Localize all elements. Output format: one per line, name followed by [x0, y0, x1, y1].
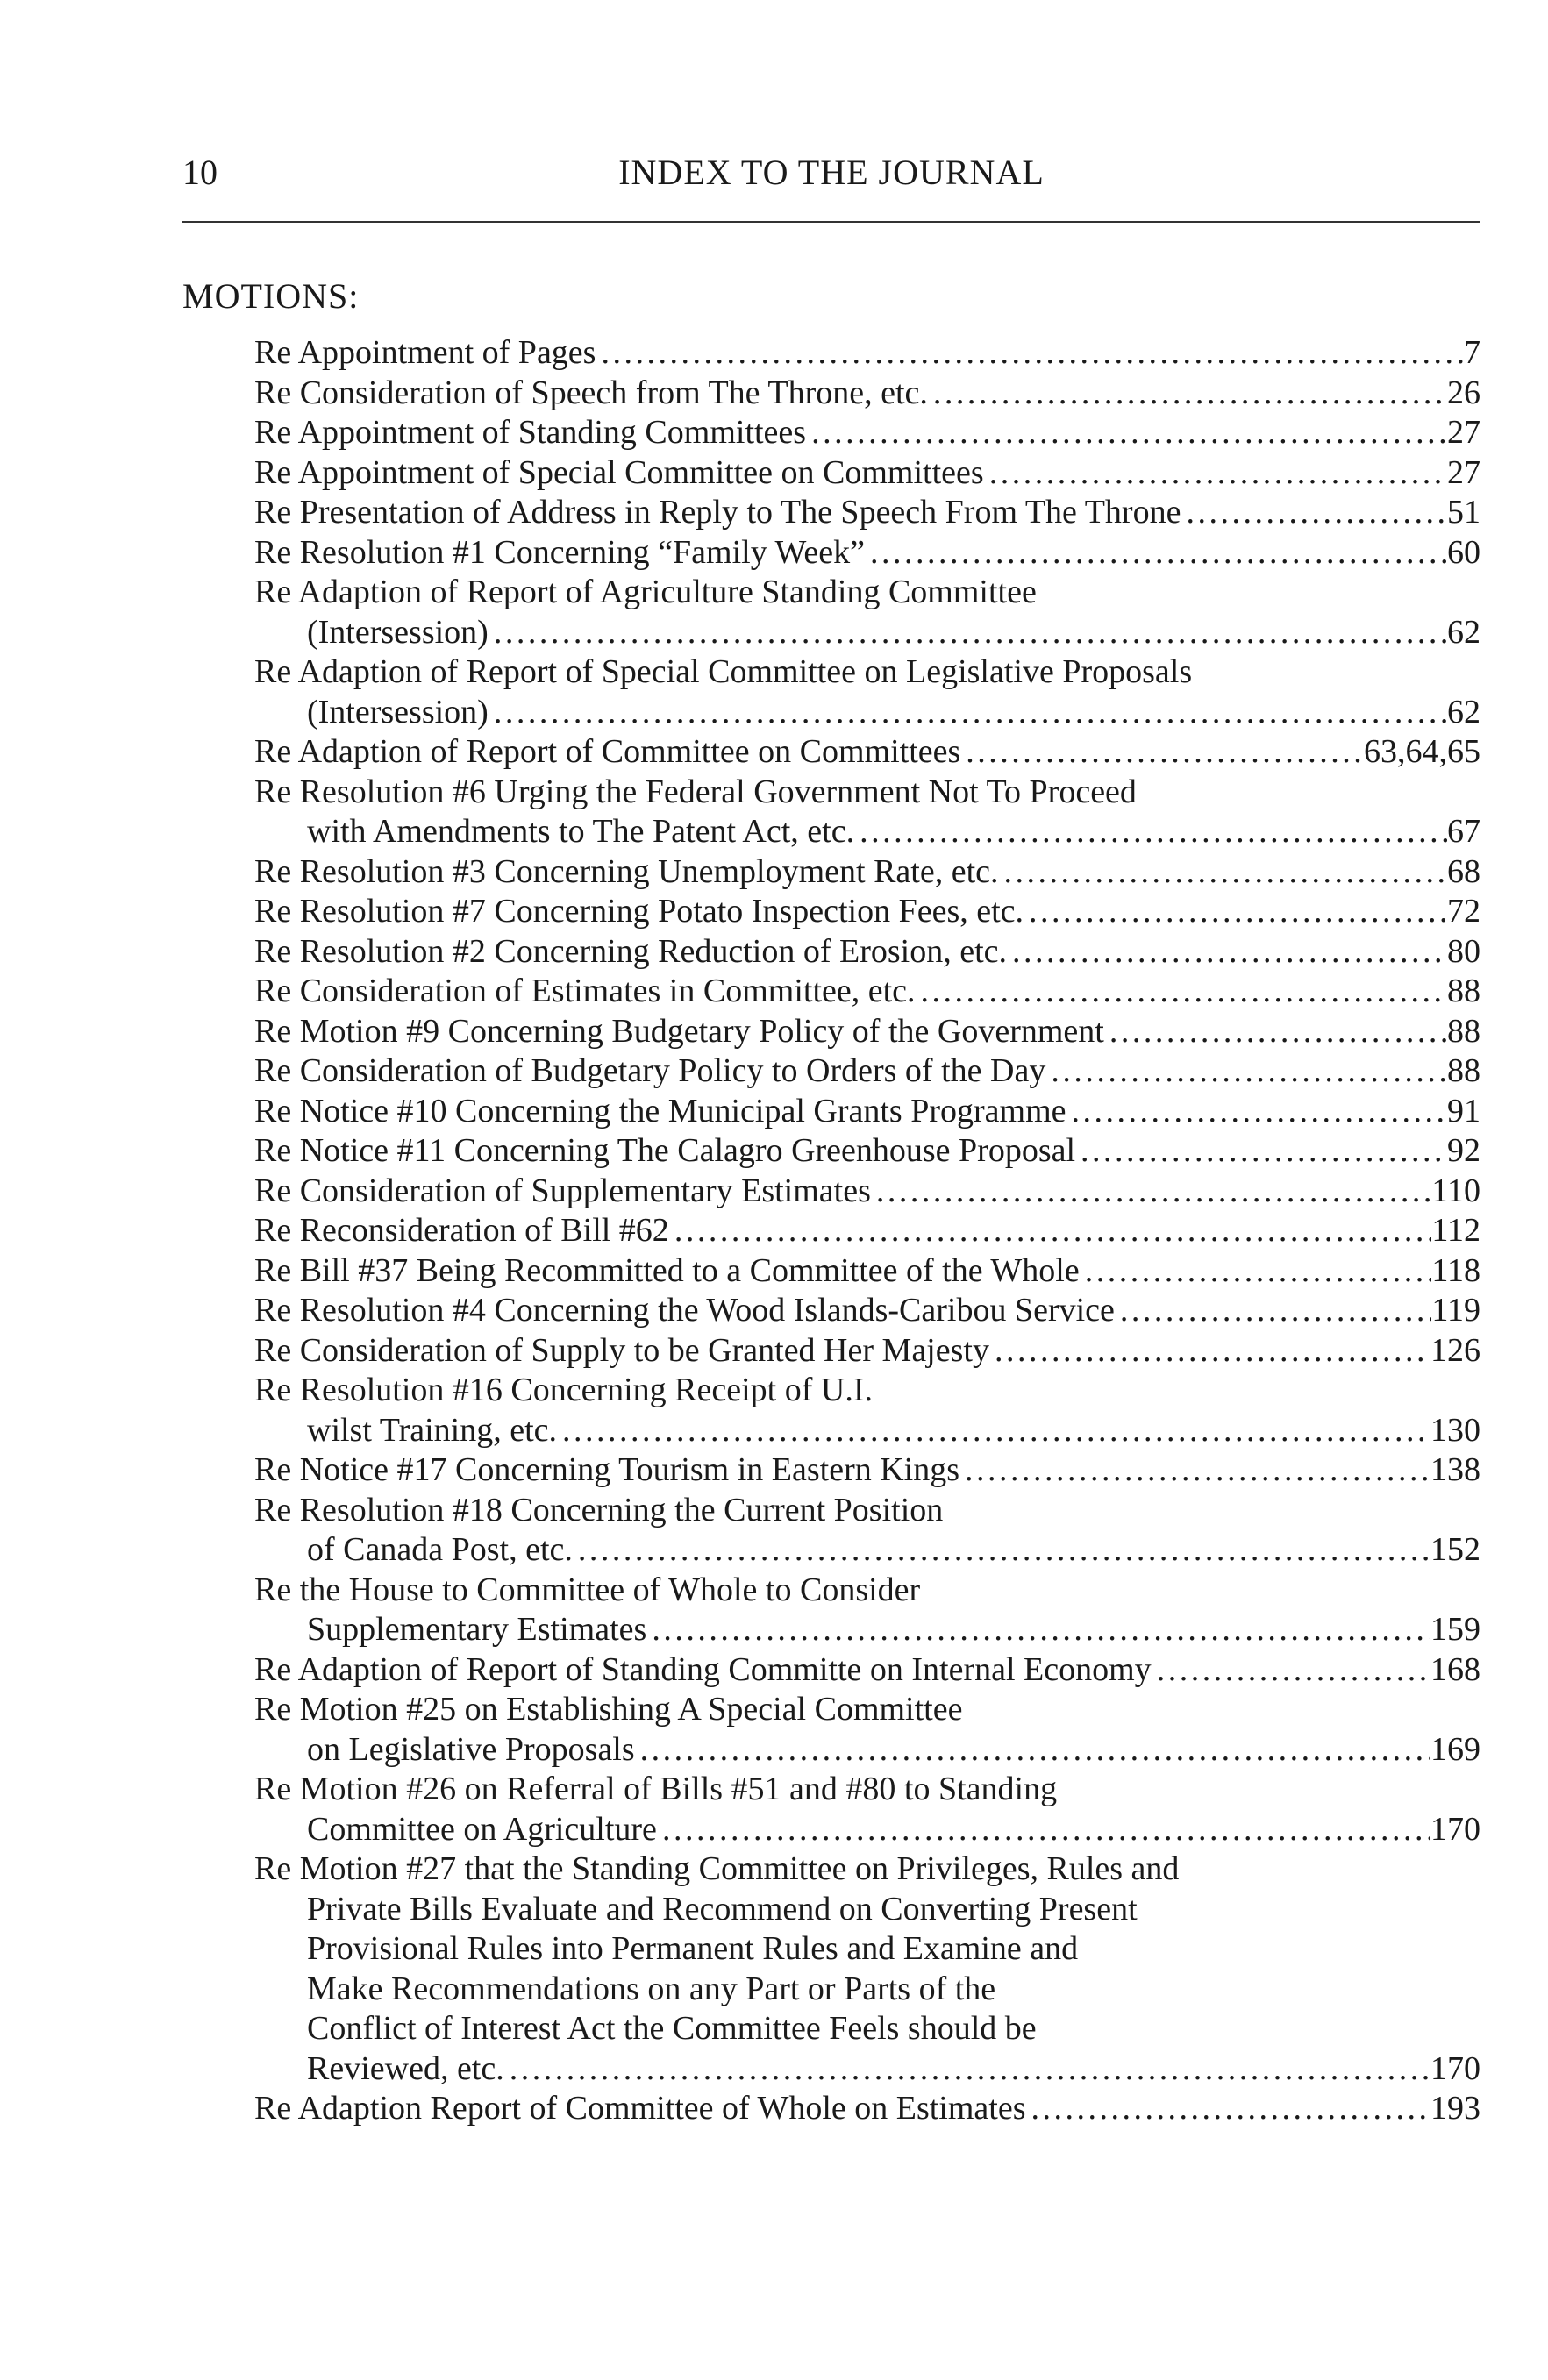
index-entry — [254, 333, 1480, 374]
entry-line: Re Motion #25 on Establishing A Special Committee — [254, 1691, 963, 1728]
entry-text: Committee on Agriculture — [307, 1810, 657, 1848]
dot-leader — [1075, 1131, 1447, 1172]
page-reference: 168 — [1430, 1650, 1480, 1688]
entry-line: Provisional Rules into Permanent Rules and Examine and — [307, 1930, 1079, 1967]
entry-line: Re Motion #27 that the Standing Committee on Privileges, Rules and — [254, 1850, 1180, 1887]
page-reference: 62 — [1447, 693, 1480, 730]
entry-final-line — [254, 1650, 1480, 1691]
page-reference: 68 — [1447, 852, 1480, 890]
index-entry — [254, 2089, 1480, 2129]
entry-text: Re Consideration of Estimates in Committee, etc. — [254, 973, 916, 1009]
page-reference: 126 — [1430, 1331, 1480, 1369]
entry-text: Re Resolution #4 Concerning the Wood Islands-Caribou Service — [254, 1292, 1115, 1329]
dot-leader — [657, 1810, 1430, 1850]
entry-final-line — [254, 2089, 1480, 2129]
entry-text: wilst Training, etc. — [307, 1411, 558, 1449]
entry-text: Re Adaption Report of Committee of Whole on Estimates — [254, 2090, 1026, 2127]
dot-leader — [984, 453, 1447, 494]
dot-leader — [1104, 1012, 1447, 1052]
dot-leader — [646, 1610, 1430, 1650]
page-reference: 88 — [1447, 973, 1480, 1009]
entry-text: Re Resolution #1 Concerning “Family Week” — [254, 533, 865, 571]
page-reference: 130 — [1430, 1411, 1480, 1449]
entry-final-line — [254, 693, 1480, 733]
entry-text: Re Adaption of Report of Standing Committe on Internal Economy — [254, 1650, 1152, 1688]
entry-text: (Intersession) — [307, 613, 489, 651]
page-reference: 118 — [1431, 1251, 1480, 1289]
dot-leader — [1026, 2089, 1431, 2129]
index-entry — [254, 573, 1480, 652]
entry-text: Re Appointment of Pages — [254, 334, 596, 371]
index-entry — [254, 1571, 1480, 1650]
index-entry — [254, 493, 1480, 533]
entry-final-line — [254, 374, 1480, 414]
entry-line: Conflict of Interest Act the Committee Feels should be — [307, 2010, 1037, 2047]
entry-line: Re the House to Committee of Whole to Consider — [254, 1571, 921, 1608]
index-entry — [254, 1131, 1480, 1172]
entry-line: Make Recommendations on any Part or Parts of the — [307, 1970, 996, 2007]
entry-line: Re Resolution #16 Concerning Receipt of U.I. — [254, 1372, 873, 1408]
dot-leader — [1152, 1650, 1430, 1691]
dot-leader — [928, 374, 1447, 414]
page-reference: 92 — [1447, 1132, 1480, 1169]
dot-leader — [854, 812, 1447, 852]
entry-final-line — [254, 892, 1480, 932]
page-reference: 112 — [1431, 1212, 1480, 1249]
page-reference: 159 — [1430, 1611, 1480, 1648]
entry-text: Re Consideration of Supply to be Granted Her Majesty — [254, 1331, 989, 1369]
index-entry — [254, 1650, 1480, 1691]
entry-final-line — [254, 1012, 1480, 1052]
entry-final-line — [254, 413, 1480, 453]
section-heading: MOTIONS: — [182, 276, 360, 316]
header-rule — [182, 221, 1480, 223]
page-reference: 110 — [1431, 1172, 1480, 1209]
page-reference: 80 — [1447, 932, 1480, 970]
dot-leader — [489, 613, 1447, 653]
page-reference: 193 — [1430, 2090, 1480, 2127]
entry-line: Re Adaption of Report of Agriculture Standing Committee — [254, 574, 1037, 610]
entry-final-line — [254, 1172, 1480, 1212]
index-entry — [254, 1491, 1480, 1571]
index-entry — [254, 374, 1480, 414]
entry-final-line — [254, 972, 1480, 1012]
index-entry — [254, 1371, 1480, 1450]
dot-leader — [635, 1730, 1430, 1771]
entry-final-line — [254, 1291, 1480, 1331]
page-header — [182, 151, 1480, 195]
index-entry — [254, 1450, 1480, 1491]
entry-line: Re Motion #26 on Referral of Bills #51 and #80 to Standing — [254, 1771, 1058, 1807]
entry-text: Supplementary Estimates — [307, 1611, 647, 1648]
page-reference: 138 — [1430, 1451, 1480, 1488]
page-reference: 88 — [1447, 1012, 1480, 1050]
entry-text: Re Notice #17 Concerning Tourism in Eastern Kings — [254, 1451, 960, 1488]
index-entry — [254, 1291, 1480, 1331]
entry-text: Re Consideration of Budgetary Policy to Orders of the Day — [254, 1052, 1046, 1089]
index-entry — [254, 1051, 1480, 1092]
page-reference: 27 — [1447, 414, 1480, 451]
dot-leader — [806, 413, 1447, 453]
entry-final-line — [254, 1411, 1480, 1451]
page-reference: 119 — [1431, 1292, 1480, 1329]
dot-leader — [1066, 1092, 1447, 1132]
index-entry — [254, 773, 1480, 852]
entry-final-line — [254, 1730, 1480, 1771]
entry-final-line — [254, 1211, 1480, 1251]
page-reference: 51 — [1447, 494, 1480, 531]
entry-final-line — [254, 1450, 1480, 1491]
entry-text: Re Appointment of Special Committee on Committees — [254, 453, 984, 491]
dot-leader — [557, 1411, 1430, 1451]
page-reference: 169 — [1430, 1730, 1480, 1768]
entry-final-line — [254, 852, 1480, 893]
entry-final-line — [254, 1051, 1480, 1092]
index-entry — [254, 1690, 1480, 1770]
index-entry — [254, 1012, 1480, 1052]
dot-leader — [989, 1331, 1430, 1372]
dot-leader — [573, 1530, 1430, 1571]
index-entry — [254, 1849, 1480, 2089]
index-entry — [254, 852, 1480, 893]
entry-text: Re Consideration of Speech from The Throne, etc. — [254, 374, 928, 411]
entry-text: with Amendments to The Patent Act, etc. — [307, 813, 855, 850]
index-entry — [254, 533, 1480, 574]
index-entry — [254, 892, 1480, 932]
index-entry — [254, 1770, 1480, 1849]
entry-final-line — [254, 1530, 1480, 1571]
entry-final-line — [254, 533, 1480, 574]
entry-text: Re Notice #11 Concerning The Calagro Greenhouse Proposal — [254, 1132, 1076, 1169]
page-number: 10 — [182, 153, 218, 192]
entry-text: Re Motion #9 Concerning Budgetary Policy of the Government — [254, 1012, 1104, 1050]
entry-final-line — [254, 613, 1480, 653]
page-reference: 88 — [1447, 1052, 1480, 1089]
entry-text: Re Appointment of Standing Committees — [254, 414, 807, 451]
page-reference: 60 — [1447, 533, 1480, 571]
dot-leader — [1045, 1051, 1447, 1092]
entry-final-line — [254, 1131, 1480, 1172]
dot-leader — [1080, 1251, 1432, 1292]
entry-text: Reviewed, etc. — [307, 2049, 504, 2087]
entry-final-line — [254, 1092, 1480, 1132]
dot-leader — [1115, 1291, 1431, 1331]
page-reference: 27 — [1447, 453, 1480, 491]
index-entry — [254, 1251, 1480, 1292]
dot-leader — [959, 1450, 1430, 1491]
entry-final-line — [254, 1331, 1480, 1372]
index-entry — [254, 652, 1480, 732]
entry-text: Re Resolution #3 Concerning Unemployment Rate, etc. — [254, 852, 999, 890]
dot-leader — [504, 2049, 1430, 2090]
index-entries — [254, 333, 1480, 2129]
entry-final-line — [254, 493, 1480, 533]
entry-final-line — [254, 812, 1480, 852]
entry-text: Re Resolution #7 Concerning Potato Inspection Fees, etc. — [254, 893, 1024, 930]
entry-text: Re Adaption of Report of Committee on Committees — [254, 733, 961, 770]
dot-leader — [596, 333, 1464, 374]
index-entry — [254, 1211, 1480, 1251]
entry-final-line — [254, 1810, 1480, 1850]
index-entry — [254, 732, 1480, 773]
entry-text: on Legislative Proposals — [307, 1730, 635, 1768]
running-title: INDEX TO THE JOURNAL — [618, 153, 1045, 192]
dot-leader — [489, 693, 1447, 733]
dot-leader — [960, 732, 1364, 773]
entry-line: Re Resolution #18 Concerning the Current Position — [254, 1491, 944, 1528]
page-reference: 170 — [1430, 2049, 1480, 2087]
entry-final-line — [254, 732, 1480, 773]
entry-text: Re Presentation of Address in Reply to The Speech From The Throne — [254, 494, 1181, 531]
entry-final-line — [254, 333, 1480, 374]
page-reference: 62 — [1447, 613, 1480, 651]
entry-final-line — [254, 932, 1480, 973]
entry-line: Private Bills Evaluate and Recommend on Converting Present — [307, 1890, 1138, 1928]
dot-leader — [871, 1172, 1432, 1212]
dot-leader — [865, 533, 1447, 574]
entry-text: Re Reconsideration of Bill #62 — [254, 1212, 669, 1249]
entry-text: of Canada Post, etc. — [307, 1531, 573, 1568]
entry-text: (Intersession) — [307, 693, 489, 730]
entry-final-line — [254, 2049, 1480, 2090]
page-reference: 72 — [1447, 893, 1480, 930]
index-entry — [254, 453, 1480, 494]
entry-line: Re Adaption of Report of Special Committee on Legislative Proposals — [254, 653, 1193, 690]
index-entry — [254, 1172, 1480, 1212]
index-entry — [254, 413, 1480, 453]
page-reference: 63,64,65 — [1364, 733, 1480, 770]
page-reference: 67 — [1447, 813, 1480, 850]
entry-line: Re Resolution #6 Urging the Federal Government Not To Proceed — [254, 773, 1137, 810]
page-reference: 7 — [1464, 334, 1480, 371]
page-reference: 26 — [1447, 374, 1480, 411]
page-reference: 152 — [1430, 1531, 1480, 1568]
entry-text: Re Resolution #2 Concerning Reduction of Erosion, etc. — [254, 932, 1008, 970]
index-entry — [254, 1092, 1480, 1132]
dot-leader — [669, 1211, 1432, 1251]
page-reference: 170 — [1430, 1810, 1480, 1848]
index-entry — [254, 972, 1480, 1012]
page-reference: 91 — [1447, 1092, 1480, 1129]
index-entry — [254, 1331, 1480, 1372]
entry-final-line — [254, 1251, 1480, 1292]
dot-leader — [1024, 892, 1447, 932]
index-entry — [254, 932, 1480, 973]
entry-text: Re Consideration of Supplementary Estimates — [254, 1172, 871, 1209]
dot-leader — [999, 852, 1447, 893]
dot-leader — [1007, 932, 1447, 973]
entry-text: Re Notice #10 Concerning the Municipal Grants Programme — [254, 1092, 1066, 1129]
entry-final-line — [254, 1610, 1480, 1650]
dot-leader — [916, 972, 1447, 1012]
dot-leader — [1181, 493, 1447, 533]
entry-text: Re Bill #37 Being Recommitted to a Committee of the Whole — [254, 1251, 1080, 1289]
entry-final-line — [254, 453, 1480, 494]
